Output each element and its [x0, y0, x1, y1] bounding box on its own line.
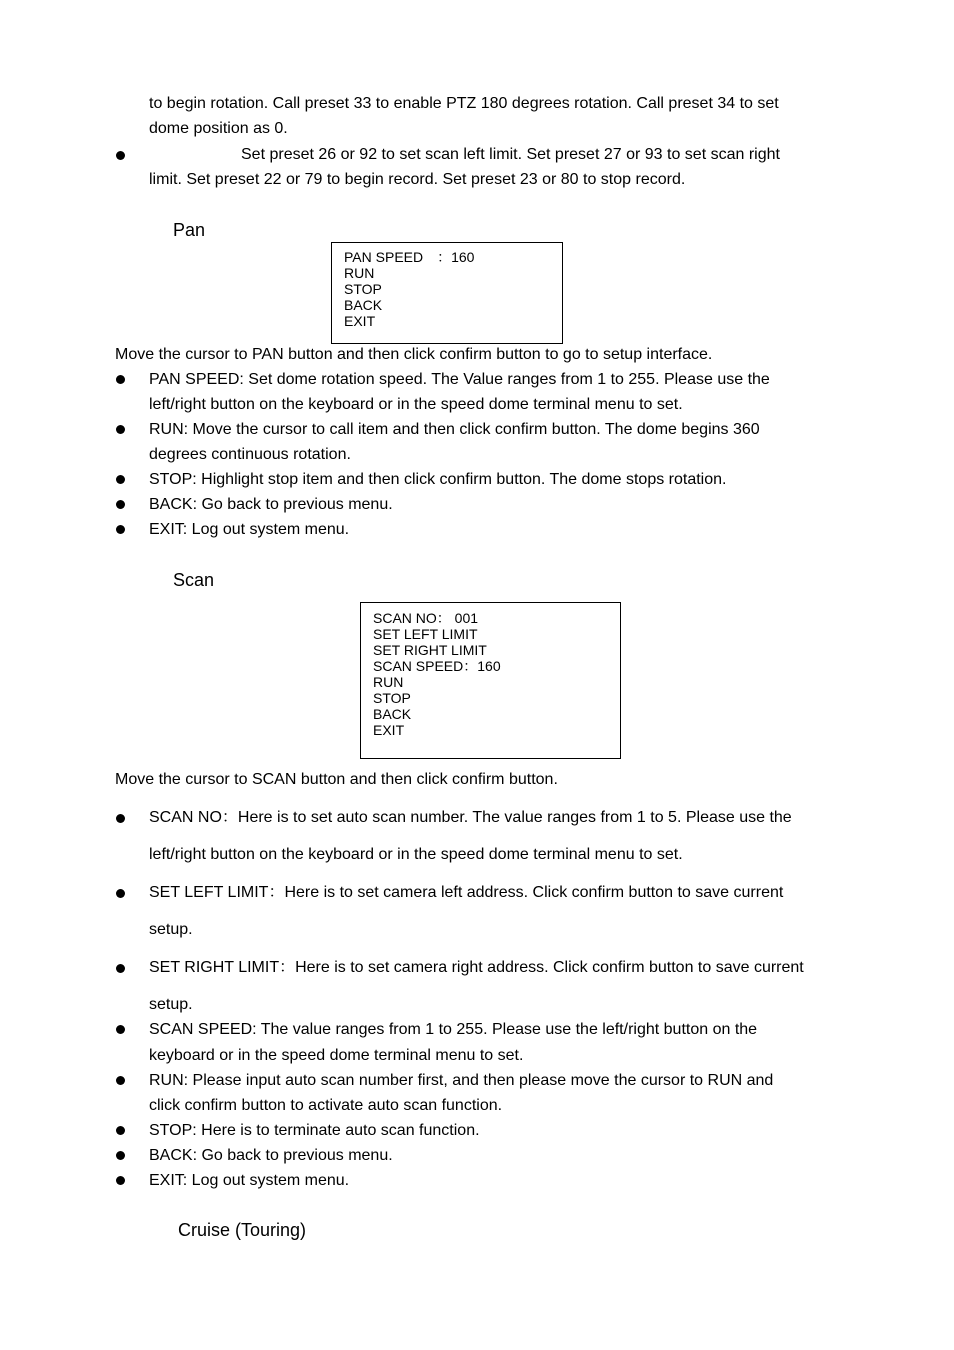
- intro-bullet-line-1: Set preset 26 or 92 to set scan left limit. Set preset 27 or 93 to set scan right: [241, 146, 780, 163]
- pan-bullet-text: STOP: Highlight stop item and then click confirm button. The dome stops rotation.: [149, 471, 727, 488]
- scan-bullet-text: STOP: Here is to terminate auto scan function.: [149, 1122, 480, 1139]
- scan-menu-item: RUN: [373, 674, 404, 690]
- bullet-icon: [116, 814, 125, 823]
- bullet-icon: [116, 1076, 125, 1085]
- scan-bullet-text: RUN: Please input auto scan number first, and then please move the cursor to RUN and: [149, 1072, 774, 1089]
- pan-bullet-text: BACK: Go back to previous menu.: [149, 496, 393, 513]
- bullet-icon: [116, 1025, 125, 1034]
- pan-heading: Pan: [173, 220, 206, 240]
- scan-menu-item: SCAN NO： 001: [373, 610, 479, 626]
- scan-bullet-text: SCAN SPEED: The value ranges from 1 to 255. Please use the left/right button on the: [149, 1021, 758, 1038]
- pan-menu-box: [331, 242, 563, 344]
- bullet-icon: [116, 475, 125, 484]
- scan-menu-box: [360, 602, 621, 759]
- scan-bullet-text: SET RIGHT LIMIT：Here is to set camera right address. Click confirm button to save current: [149, 959, 804, 976]
- intro-line-1: to begin rotation. Call preset 33 to enable PTZ 180 degrees rotation. Call preset 34 to set: [149, 95, 779, 112]
- cruise-heading: Cruise (Touring): [178, 1220, 307, 1240]
- bullet-icon: [116, 964, 125, 973]
- intro-line-2: dome position as 0.: [149, 120, 288, 137]
- pan-bullet-text: left/right button on the keyboard or in the speed dome terminal menu to set.: [149, 396, 683, 413]
- scan-menu-item: SET LEFT LIMIT: [373, 626, 478, 642]
- scan-menu-item: SCAN SPEED：160: [373, 658, 501, 674]
- bullet-icon: [116, 151, 125, 160]
- bullet-icon: [116, 889, 125, 898]
- scan-bullet-text: SCAN NO：Here is to set auto scan number. The value ranges from 1 to 5. Please use the: [149, 809, 792, 826]
- bullet-icon: [116, 1126, 125, 1135]
- scan-instruction: Move the cursor to SCAN button and then click confirm button.: [115, 771, 558, 788]
- intro-bullet-line-2: limit. Set preset 22 or 79 to begin record. Set preset 23 or 80 to stop record.: [149, 171, 686, 188]
- scan-bullet-text: setup.: [149, 996, 193, 1013]
- pan-bullet-text: degrees continuous rotation.: [149, 446, 351, 463]
- bullet-icon: [116, 425, 125, 434]
- scan-bullet-text: EXIT: Log out system menu.: [149, 1172, 350, 1189]
- bullet-icon: [116, 1176, 125, 1185]
- scan-bullet-text: SET LEFT LIMIT：Here is to set camera left address. Click confirm button to save current: [149, 884, 784, 901]
- scan-bullet-text: keyboard or in the speed dome terminal menu to set.: [149, 1047, 524, 1064]
- bullet-icon: [116, 375, 125, 384]
- pan-menu-item: PAN SPEED ：160: [344, 249, 475, 265]
- pan-bullet-text: PAN SPEED: Set dome rotation speed. The Value ranges from 1 to 255. Please use the: [149, 371, 770, 388]
- scan-bullet-text: BACK: Go back to previous menu.: [149, 1147, 393, 1164]
- scan-bullet-text: setup.: [149, 921, 193, 938]
- scan-menu-item: STOP: [373, 690, 411, 706]
- scan-bullet-text: left/right button on the keyboard or in the speed dome terminal menu to set.: [149, 846, 683, 863]
- pan-bullet-text: EXIT: Log out system menu.: [149, 521, 350, 538]
- bullet-icon: [116, 1151, 125, 1160]
- scan-bullet-text: click confirm button to activate auto scan function.: [149, 1097, 503, 1114]
- scan-heading: Scan: [173, 570, 215, 590]
- scan-menu-item: SET RIGHT LIMIT: [373, 642, 487, 658]
- pan-menu-item: STOP: [344, 281, 382, 297]
- pan-menu-item: RUN: [344, 265, 375, 281]
- scan-menu-item: EXIT: [373, 722, 405, 738]
- pan-menu-item: EXIT: [344, 313, 376, 329]
- pan-instruction: Move the cursor to PAN button and then click confirm button to go to setup interface.: [115, 346, 713, 363]
- bullet-icon: [116, 525, 125, 534]
- pan-menu-item: BACK: [344, 297, 383, 313]
- pan-bullet-text: RUN: Move the cursor to call item and then click confirm button. The dome begins 360: [149, 421, 760, 438]
- scan-menu-item: BACK: [373, 706, 412, 722]
- bullet-icon: [116, 500, 125, 509]
